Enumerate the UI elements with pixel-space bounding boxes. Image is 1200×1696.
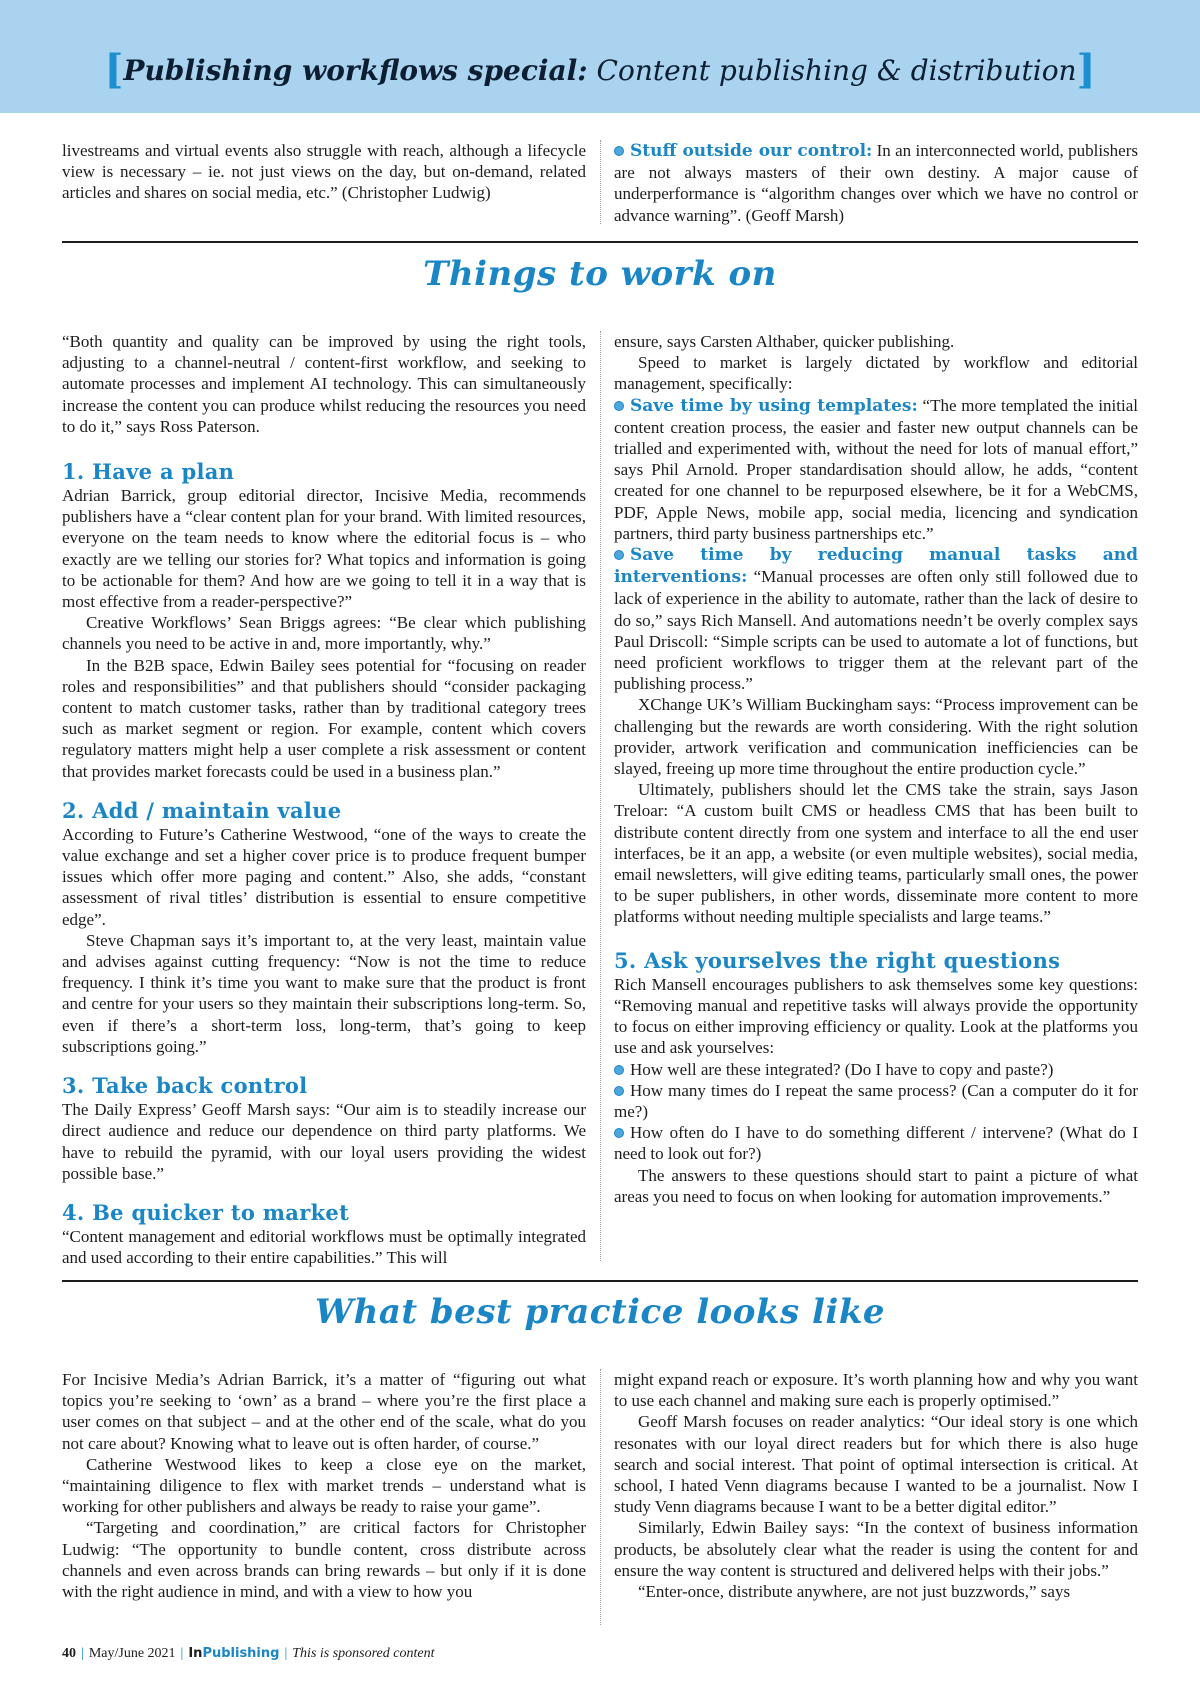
- paragraph: In the B2B space, Edwin Bailey sees potential for “focusing on reader roles and responsibilities” and that publishers should “consider packaging content to match customer tasks, rather than by traditional category trees such as market segment or region. For example, content which covers regulatory matters might help a user complete a risk assessment or content that provides market forecasts could be used in a business plan.”: [62, 655, 586, 781]
- subheading-have-a-plan: 1. Have a plan: [62, 459, 235, 485]
- section2-right-column: [614, 1369, 1138, 1602]
- brand-logo-in: In: [188, 1646, 203, 1661]
- paragraph: Geoff Marsh focuses on reader analytics: “Our ideal story is one which resonates with our loyal direct readers but for which there is also huge search and social interest. That point of optimal intersection is critical. At school, I hated Venn diagrams because I wanted to be a journalist. Now I study Venn diagrams because I want to be a better digital editor.”: [614, 1412, 1138, 1517]
- subheading-add-maintain-value: 2. Add / maintain value: [62, 797, 342, 823]
- paragraph: Steve Chapman says it’s important to, at the very least, maintain value and advises against cutting frequency: “Now is not the time to reduce frequency. I think it’s time you want to make sure that the product is front and centre for your users so they maintain their subscriptions long-term. So, even if there’s a short-term loss, long-term, that’s going to keep subscriptions going.”: [62, 930, 586, 1056]
- section2-left-column: [62, 1369, 586, 1602]
- paragraph: Ultimately, publishers should let the CMS take the strain, says Jason Treloar: “A custom built CMS or headless CMS that has been built to distribute content directly from one system and interface to all the end user interfaces, be it an app, a website (or even multiple websites), social media, email newsletters, will give editing teams, particularly small ones, the power to be super publishers, in other words, disseminate more content to more platforms without needing multiple specialists and large teams.”: [614, 780, 1138, 927]
- bullet-paragraph: [614, 544, 1138, 694]
- bullet-icon: [614, 146, 624, 156]
- page-number: 40: [62, 1646, 76, 1661]
- section1-right-column: [614, 331, 1138, 1207]
- paragraph: livestreams and virtual events also struggle with reach, although a lifecycle view is necessary – ie. not just views on the day, but on-demand, related articles and shares on social media, etc.” (Christopher Ludwig): [62, 141, 586, 203]
- brand-logo-publishing: Publishing: [202, 1646, 280, 1661]
- running-header-title: [0, 46, 1200, 93]
- question-item: [614, 1122, 1138, 1164]
- bullet-label: Save time by reducing manual tasks and interventions:: [614, 545, 1138, 588]
- header-banner: [0, 0, 1200, 113]
- top-left-column: [62, 140, 586, 204]
- paragraph: Creative Workflows’ Sean Briggs agrees: “Be clear which publishing channels you need to be active in and, more importantly, why.”: [62, 613, 586, 654]
- paragraph: Similarly, Edwin Bailey says: “In the context of business information products, be absolutely clear what the reader is using the content for and ensure the way content is structured and delivered helps with their jobs.”: [614, 1518, 1138, 1580]
- paragraph: Rich Mansell encourages publishers to ask themselves some key questions: “Removing manual and repetitive tasks will always provide the opportunity to focus on either improving efficiency or quality. Look at the platforms you use and ask yourselves:: [614, 974, 1138, 1058]
- issue-date: May/June 2021: [88, 1646, 176, 1661]
- question-text: How many times do I repeat the same process? (Can a computer do it for me?): [614, 1080, 1138, 1121]
- bullet-paragraph: [614, 140, 1138, 226]
- bullet-paragraph: [614, 395, 1138, 544]
- bullet-label: Save time by using templates:: [630, 395, 918, 416]
- bracket-open: [: [104, 46, 124, 93]
- bullet-text: “The more templated the initial content creation process, the easier and faster new output channels can be trialled and experimented with, without the need for lots of manual effort,” says Phil Arnold. Proper standardisation should allow, he adds, “content created for one channel to be repurposed elsewhere, be it for a WebCMS, PDF, Apple News, mobile app, social media, licencing and syndication partners, third party business partnerships etc.”: [614, 395, 1138, 543]
- sponsored-note: This is sponsored content: [292, 1646, 435, 1661]
- paragraph: “Content management and editorial workflows must be optimally integrated and used according to their entire capabilities.” This will: [62, 1226, 586, 1268]
- section-rule: [62, 241, 1138, 243]
- paragraph: might expand reach or exposure. It’s worth planning how and why you want to use each channel and making sure each is properly optimised.”: [614, 1370, 1138, 1411]
- section-rule: [62, 1280, 1138, 1282]
- paragraph: “Targeting and coordination,” are critical factors for Christopher Ludwig: “The opportunity to bundle content, cross distribute across channels and even across brands can bring rewards – but only if it is done with the right audience in mind, and with a view to how you: [62, 1518, 586, 1602]
- bullet-icon: [614, 1065, 624, 1075]
- paragraph: “Both quantity and quality can be improved by using the right tools, adjusting to a channel-neutral / content-first workflow, and seeking to automate processes and implement AI technology. This can simultaneously increase the content you can produce whilst reducing the resources you need to do it,” says Ross Paterson.: [62, 332, 586, 436]
- paragraph: The Daily Express’ Geoff Marsh says: “Our aim is to steadily increase our direct audience and reduce our dependence on third party platforms. We have to rebuild the pyramid, with our loyal users providing the widest possible base.”: [62, 1100, 586, 1183]
- paragraph: ensure, says Carsten Althaber, quicker publishing.: [614, 332, 955, 351]
- bracket-close: ]: [1076, 46, 1096, 93]
- page-footer: [62, 1646, 434, 1662]
- footer-separator: |: [81, 1646, 84, 1661]
- bullet-icon: [614, 1086, 624, 1096]
- question-item: [614, 1059, 1138, 1080]
- section-title-best-practice: What best practice looks like: [314, 1292, 886, 1332]
- paragraph: Catherine Westwood likes to keep a close eye on the market, “maintaining diligence to flex with market trends – understand what is working for other publishers and always be ready to raise your game”.: [62, 1454, 586, 1517]
- header-title-bold: Publishing workflows special:: [123, 54, 588, 87]
- bullet-icon: [614, 401, 624, 411]
- footer-separator: |: [180, 1646, 184, 1661]
- subheading-take-back-control: 3. Take back control: [62, 1073, 308, 1099]
- bullet-text: In an interconnected world, publishers are not always masters of their own destiny. A major cause of underperformance is “algorithm changes over which we have no control or advance warning”. (Geoff Marsh): [614, 141, 1138, 225]
- paragraph: According to Future’s Catherine Westwood, “one of the ways to create the value exchange and set a higher cover price is to produce frequent bumper issues which offer more paging and content.” Also, she adds, “constant assessment of rival titles’ distribution is essential to ensure competitive edge”.: [62, 824, 586, 929]
- column-divider: [600, 1369, 601, 1625]
- paragraph: XChange UK’s William Buckingham says: “Process improvement can be challenging but the rewards are worth considering. With the right solution provider, artwork verification and communication inefficiencies can be slayed, freeing up more time throughout the entire production cycle.”: [614, 695, 1138, 779]
- bullet-label: Stuff outside our control:: [630, 141, 873, 161]
- footer-separator: |: [284, 1646, 288, 1661]
- header-title-light: Content publishing & distribution: [596, 54, 1077, 87]
- column-divider: [600, 140, 601, 224]
- paragraph: Adrian Barrick, group editorial director, Incisive Media, recommends publishers have a “clear content plan for your brand. With limited resources, everyone on the team needs to know where the editorial focus is – who exactly are we telling our stories for? What topics and information is going to be actionable for them? And how are we going to tell it in a way that is most effective from a reader-perspective?”: [62, 486, 586, 612]
- bullet-icon: [614, 1128, 624, 1138]
- bullet-icon: [614, 550, 624, 560]
- paragraph: Speed to market is largely dictated by workflow and editorial management, specifically:: [614, 353, 1138, 394]
- paragraph: For Incisive Media’s Adrian Barrick, it’s a matter of “figuring out what topics you’re seeking to ‘own’ as a brand – where you’re the first place a user comes on that subject – and at the other end of the scale, what do you not care about? Knowing what to leave out is often harder, of course.”: [62, 1370, 586, 1453]
- top-right-column: [614, 140, 1138, 226]
- subheading-ask-yourselves: 5. Ask yourselves the right questions: [614, 947, 1061, 973]
- subheading-be-quicker-to-market: 4. Be quicker to market: [62, 1199, 350, 1225]
- paragraph: “Enter-once, distribute anywhere, are not just buzzwords,” says: [638, 1582, 1071, 1602]
- section1-left-column: [62, 331, 586, 1268]
- question-text: How well are these integrated? (Do I have to copy and paste?): [630, 1059, 1054, 1079]
- column-divider: [600, 331, 601, 1261]
- question-item: [614, 1080, 1138, 1122]
- bullet-text: “Manual processes are often only still followed due to lack of experience in the ability to automate, rather than the lack of desire to do so,” says Rich Mansell. And automations needn’t be overly complex says Paul Driscoll: “Simple scripts can be used to automate a lot of functions, but need proficient workflows to trigger them at the relevant part of the publishing process.”: [614, 567, 1138, 694]
- question-text: How often do I have to do something different / intervene? (What do I need to look out for?): [614, 1123, 1138, 1164]
- paragraph: The answers to these questions should start to paint a picture of what areas you need to focus on when looking for automation improvements.”: [614, 1165, 1138, 1206]
- section-title-things-to-work-on: Things to work on: [423, 254, 777, 294]
